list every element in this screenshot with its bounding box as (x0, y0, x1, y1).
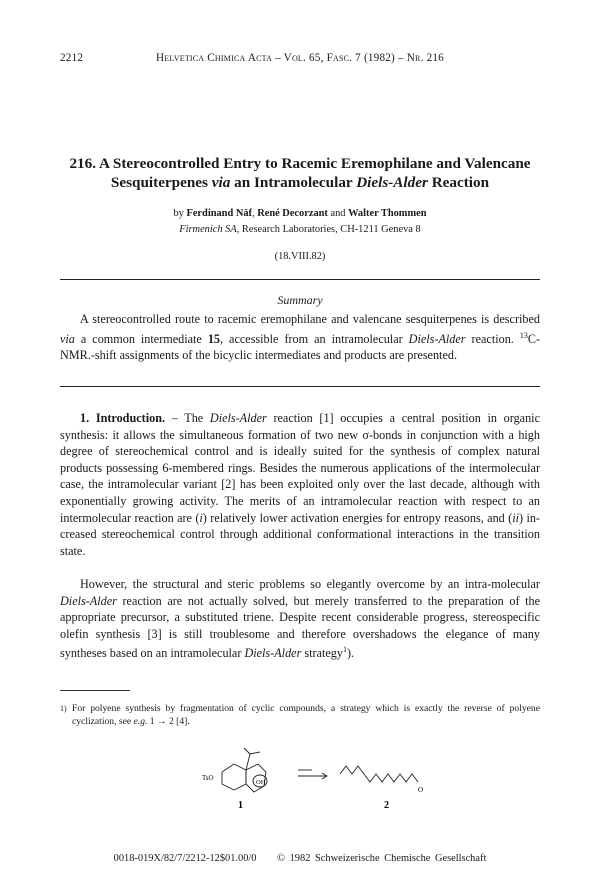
author-name: Walter Thommen (348, 208, 427, 219)
summary-text: C-NMR.-shift assignments of the bicyclic intermediates and products are presented. (60, 331, 541, 363)
summary-text: , accessible from an intramolecular (220, 331, 409, 346)
summary-paragraph (60, 311, 540, 364)
intro-italic-ii: ii (512, 510, 519, 525)
footnote-text-part: 1 → 2 [4]. (147, 716, 190, 727)
intro-italic-i: i (199, 510, 203, 525)
intro-text: strategy (301, 646, 343, 661)
ketone-o-label: O (418, 786, 424, 794)
summary-diels-alder: Diels-Alder (408, 331, 466, 346)
oh-label: OH (256, 779, 266, 786)
intro-diels-alder: Diels-Alder (244, 646, 302, 661)
section-heading: 1. Introduction. (80, 411, 166, 425)
introduction-paragraph-1 (60, 410, 540, 559)
tso-label: TsO (202, 774, 214, 782)
footnote-ref: 1 (342, 645, 347, 655)
summary-top-rule (60, 279, 540, 280)
running-head: Helvetica Chimica Acta – Vol. 65, Fasc. 7 (1982) – Nr. 216 (156, 52, 444, 64)
title-text: Reaction (427, 174, 490, 191)
compound-2-structure (340, 766, 418, 782)
summary-text: reaction. (465, 331, 520, 346)
intro-text: ) relatively lower activation energies for entropy reasons, and ( (202, 510, 513, 525)
summary-via: via (60, 331, 75, 346)
issn-code: 0018-019X/82/7/2212-12$01.00/0 (113, 853, 257, 864)
received-date: (18.VIII.82) (274, 251, 326, 262)
intro-text: reaction are not actually solved, but merely transferred to the preparation of the appropriate precursor, a substituted triene. Despite recent considerable progress, stereospecific olefin synthesis [3] is still troublesome and therefore overshadows the elegance of many syntheses based on an intramolecular (60, 593, 540, 661)
author-separator: , (252, 208, 258, 219)
compound-1-label: 1 (238, 800, 243, 811)
footnote-eg: e.g. (133, 716, 148, 727)
footnote-rule (60, 690, 130, 691)
authors (0, 208, 600, 219)
compound-2-label: 2 (384, 800, 389, 811)
intro-diels-alder: Diels-Alder (60, 593, 117, 608)
compound-ref: 15 (207, 331, 221, 346)
title-line-2 (60, 173, 540, 192)
title-via: via (211, 174, 231, 191)
article-title (60, 154, 540, 192)
author-name: Ferdinand Näf (186, 208, 252, 219)
page-number: 2212 (60, 52, 84, 64)
author-name: René Decorzant (257, 208, 328, 219)
title-line-1: 216. A Stereocontrolled Entry to Racemic Eremophilane and Valencane (69, 155, 531, 172)
affiliation (0, 224, 600, 235)
summary-heading: Summary (277, 293, 323, 307)
authors-by: by (173, 208, 187, 219)
title-text: Sesquiterpenes (110, 174, 212, 191)
intro-text: ) in-creased stereochemical control through additional conformational interactions in the transition state. (60, 510, 540, 558)
footnote (60, 702, 540, 728)
intro-text: ). (346, 646, 355, 661)
intro-text: – The (165, 411, 210, 425)
page-footer (0, 853, 600, 864)
summary-text: a common intermediate (74, 331, 208, 346)
footnote-mark: 1) (60, 704, 67, 713)
reaction-scheme (200, 744, 440, 814)
intro-text: reaction [1] occupies a central position in organic synthesis: it allows the simultaneous formation of two new σ-bonds in conjunction with a high degree of stereochemical control and is ideally suited for the synthesis of complex natural products possessing 6-membered rings. Besides the numerous applications of the intermolecular case, the intramolecular variant [2] has been exploited only over the last decade, although with exponentially growing activity. The merits of an intramolecular reaction with respect to an intermolecular reaction are ( (60, 411, 540, 525)
reaction-arrow (298, 770, 327, 779)
affiliation-address: , Research Laboratories, CH-1211 Geneva 8 (236, 224, 421, 235)
intro-text: However, the structural and steric problems so elegantly overcome by an intra-molecular (80, 577, 540, 591)
introduction-paragraph-2 (60, 576, 540, 662)
footnote-text (72, 702, 540, 728)
author-separator: and (327, 208, 349, 219)
affiliation-company: Firmenich SA (179, 224, 237, 235)
title-text: an Intramolecular (230, 174, 357, 191)
isotope-superscript: 13 (519, 330, 528, 340)
footnote-text-part: For polyene synthesis by fragmentation of cyclic compounds, a strategy which is exactly the reverse of polyene cyclization, see (72, 703, 540, 727)
summary-text: A stereocontrolled route to racemic eremophilane and valencane sesquiterpenes is described (80, 312, 540, 326)
intro-diels-alder: Diels-Alder (209, 411, 267, 425)
title-diels-alder: Diels-Alder (356, 174, 428, 191)
summary-bottom-rule (60, 386, 540, 387)
copyright: © 1982 Schweizerische Chemische Gesellschaft (277, 853, 487, 864)
